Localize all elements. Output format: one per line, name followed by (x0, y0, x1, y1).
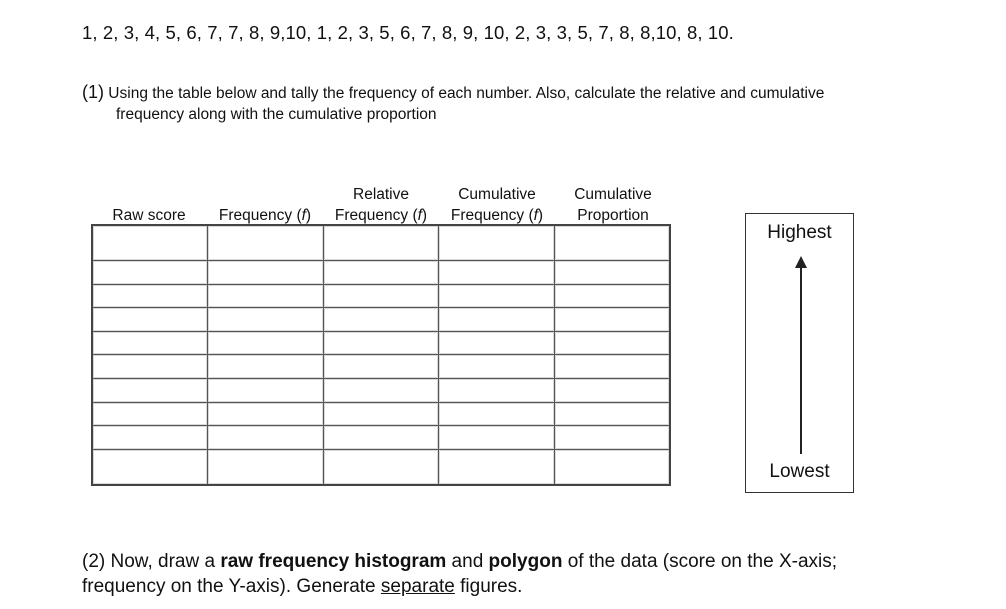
table-cell[interactable] (92, 331, 208, 355)
table-cell[interactable] (439, 308, 555, 332)
table-cell[interactable] (439, 379, 555, 403)
header-relative-frequency: Relative Frequency (f) (334, 186, 428, 224)
table-cell[interactable] (208, 402, 324, 426)
table-cell[interactable] (92, 379, 208, 403)
question-1-number: (1) (82, 82, 104, 102)
table-cell[interactable] (554, 379, 670, 403)
arrow-shaft (800, 266, 802, 454)
table-cell[interactable] (554, 426, 670, 450)
frequency-table-body (92, 225, 670, 485)
table-cell[interactable] (92, 426, 208, 450)
header-raw-score: Raw score (112, 207, 186, 224)
table-cell[interactable] (208, 379, 324, 403)
table-cell[interactable] (208, 284, 324, 308)
table-cell[interactable] (439, 331, 555, 355)
table-cell[interactable] (439, 402, 555, 426)
data-list: 1, 2, 3, 4, 5, 6, 7, 7, 8, 9,10, 1, 2, 3, 5, 6, 7, 8, 9, 10, 2, 3, 3, 5, 7, 8, 8,10, 8, 10. (82, 22, 734, 43)
table-cell[interactable] (554, 355, 670, 379)
table-cell[interactable] (92, 308, 208, 332)
table-cell[interactable] (439, 284, 555, 308)
header-frequency: Frequency (f) (218, 207, 312, 224)
table-cell[interactable] (554, 402, 670, 426)
table-row (92, 260, 670, 284)
table-cell[interactable] (208, 225, 324, 260)
table-cell[interactable] (92, 260, 208, 284)
table-cell[interactable] (208, 355, 324, 379)
table-cell[interactable] (439, 449, 555, 485)
frequency-table (91, 224, 671, 486)
table-cell[interactable] (323, 449, 439, 485)
table-cell[interactable] (439, 225, 555, 260)
table-cell[interactable] (323, 331, 439, 355)
question-2-line-2: frequency on the Y-axis). Generate separate figures. (82, 576, 523, 597)
table-cell[interactable] (92, 449, 208, 485)
table-cell[interactable] (323, 355, 439, 379)
table-cell[interactable] (554, 331, 670, 355)
table-cell[interactable] (92, 225, 208, 260)
table-cell[interactable] (554, 284, 670, 308)
table-cell[interactable] (92, 284, 208, 308)
header-cumulative-frequency: Cumulative Frequency (f) (450, 186, 544, 224)
table-cell[interactable] (208, 308, 324, 332)
question-2 (82, 549, 982, 599)
table-row (92, 331, 670, 355)
table-row (92, 402, 670, 426)
scale-lowest-label: Lowest (769, 461, 830, 482)
table-cell[interactable] (208, 426, 324, 450)
question-1-line-2: frequency along with the cumulative proportion (116, 106, 437, 123)
table-cell[interactable] (323, 379, 439, 403)
table-cell[interactable] (208, 260, 324, 284)
table-cell[interactable] (554, 308, 670, 332)
table-row (92, 284, 670, 308)
scale-box (745, 213, 854, 493)
question-1-line-1 (82, 82, 942, 104)
table-cell[interactable] (92, 402, 208, 426)
table-header (91, 186, 672, 226)
table-row (92, 449, 670, 485)
table-cell[interactable] (323, 260, 439, 284)
scale-highest-label: Highest (767, 222, 832, 243)
table-cell[interactable] (323, 284, 439, 308)
table-row (92, 308, 670, 332)
table-cell[interactable] (554, 260, 670, 284)
table-cell[interactable] (323, 426, 439, 450)
table-cell[interactable] (92, 355, 208, 379)
table-cell[interactable] (554, 225, 670, 260)
table-cell[interactable] (439, 426, 555, 450)
table-cell[interactable] (439, 260, 555, 284)
table-cell[interactable] (323, 308, 439, 332)
table-cell[interactable] (554, 449, 670, 485)
table-cell[interactable] (208, 331, 324, 355)
table-row (92, 225, 670, 260)
table-cell[interactable] (439, 355, 555, 379)
table-row (92, 379, 670, 403)
table-cell[interactable] (323, 402, 439, 426)
question-2-line-1: (2) Now, draw a raw frequency histogram and polygon of the data (score on the X-axis; (82, 551, 838, 572)
table-row (92, 355, 670, 379)
table-row (92, 426, 670, 450)
header-cumulative-proportion: Cumulative Proportion (574, 186, 652, 224)
table-cell[interactable] (323, 225, 439, 260)
question-1 (82, 82, 942, 125)
question-1-text: Using the table below and tally the frequency of each number. Also, calculate the relative and cumulative (104, 85, 825, 102)
table-cell[interactable] (208, 449, 324, 485)
